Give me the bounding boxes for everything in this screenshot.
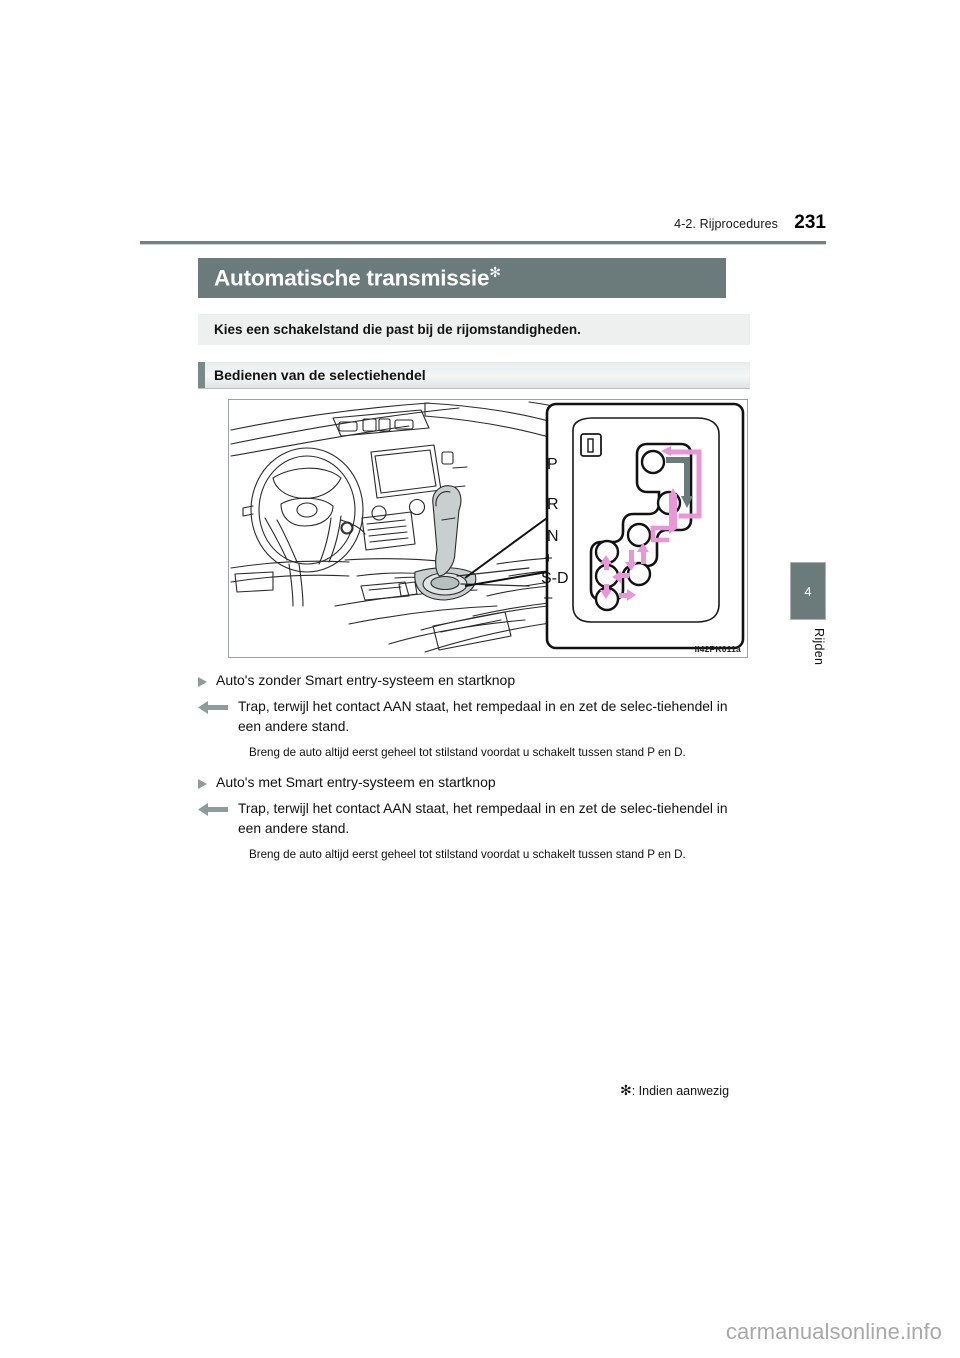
shift-lock-slot bbox=[588, 439, 593, 452]
site-watermark: carmanualsonline.info bbox=[725, 1319, 942, 1344]
illustration-svg bbox=[229, 400, 747, 657]
instruction-note: Breng de auto altijd eerst geheel tot stilstand voordat u schakelt tussen stand P en D. bbox=[249, 745, 686, 759]
chapter-tab-name: Rijden bbox=[812, 628, 826, 666]
page-title bbox=[198, 264, 501, 292]
subsection-heading bbox=[198, 362, 750, 389]
subsection-heading-text: Bedienen van de selectiehendel bbox=[214, 367, 426, 383]
instruction-step bbox=[198, 697, 768, 738]
gate-label-r: R bbox=[547, 496, 559, 513]
instruction-step-text: Trap, terwijl het contact AAN staat, het rempedaal in en zet de selec-tiehendel in een andere stand. bbox=[238, 801, 728, 837]
left-arrow-icon bbox=[198, 802, 228, 822]
detent-p bbox=[642, 451, 664, 473]
header-row bbox=[140, 212, 826, 236]
chapter-tab-number: 4 bbox=[804, 583, 812, 599]
page-title-bar bbox=[198, 258, 726, 298]
illustration-figure bbox=[228, 399, 748, 658]
title-asterisk-icon: ✻ bbox=[489, 264, 501, 281]
gate-label-plus: + bbox=[544, 550, 553, 567]
subsection-accent-bar bbox=[198, 362, 205, 388]
instruction-note: Breng de auto altijd eerst geheel tot stilstand voordat u schakelt tussen stand P en D. bbox=[249, 847, 686, 861]
page-number: 231 bbox=[794, 212, 826, 233]
group-heading bbox=[198, 672, 768, 688]
lead-callout-box bbox=[198, 314, 750, 345]
left-arrow-icon bbox=[198, 700, 228, 720]
body-content bbox=[198, 670, 768, 863]
shift-gate-inset bbox=[541, 404, 743, 648]
detent-n bbox=[628, 524, 650, 546]
page-title-label: Automatische transmissie bbox=[214, 265, 490, 291]
footnote-text: : Indien aanwezig bbox=[631, 1084, 730, 1098]
gate-label-n: N bbox=[547, 528, 559, 545]
spacer bbox=[198, 761, 768, 772]
pink-bar-vertical bbox=[669, 494, 677, 528]
page-header bbox=[140, 212, 826, 246]
group-heading bbox=[198, 774, 768, 790]
triangle-bullet-icon bbox=[198, 677, 207, 687]
instruction-step-text: Trap, terwijl het contact AAN staat, het rempedaal in en zet de selec-tiehendel in een andere stand. bbox=[238, 699, 728, 735]
instruction-step bbox=[198, 799, 768, 840]
chapter-tab bbox=[790, 562, 826, 620]
footnote bbox=[620, 1082, 729, 1099]
header-divider bbox=[140, 241, 826, 245]
gate-label-minus: – bbox=[544, 589, 553, 606]
group-heading-label: Auto's met Smart entry-systeem en startknop bbox=[216, 774, 496, 791]
footnote-asterisk-icon: ✻ bbox=[620, 1082, 632, 1098]
triangle-bullet-icon bbox=[198, 779, 207, 789]
figure-code: II42PK011a bbox=[694, 644, 741, 654]
lead-callout-text: Kies een schakelstand die past bij de rijomstandigheden. bbox=[214, 322, 581, 337]
gate-label-p: P bbox=[547, 456, 558, 473]
callout-leader-lines bbox=[465, 518, 547, 586]
breadcrumb-section-label: 4-2. Rijprocedures bbox=[674, 217, 778, 231]
group-heading-label: Auto's zonder Smart entry-systeem en startknop bbox=[216, 672, 516, 688]
gate-label-sd: S-D bbox=[541, 570, 569, 587]
